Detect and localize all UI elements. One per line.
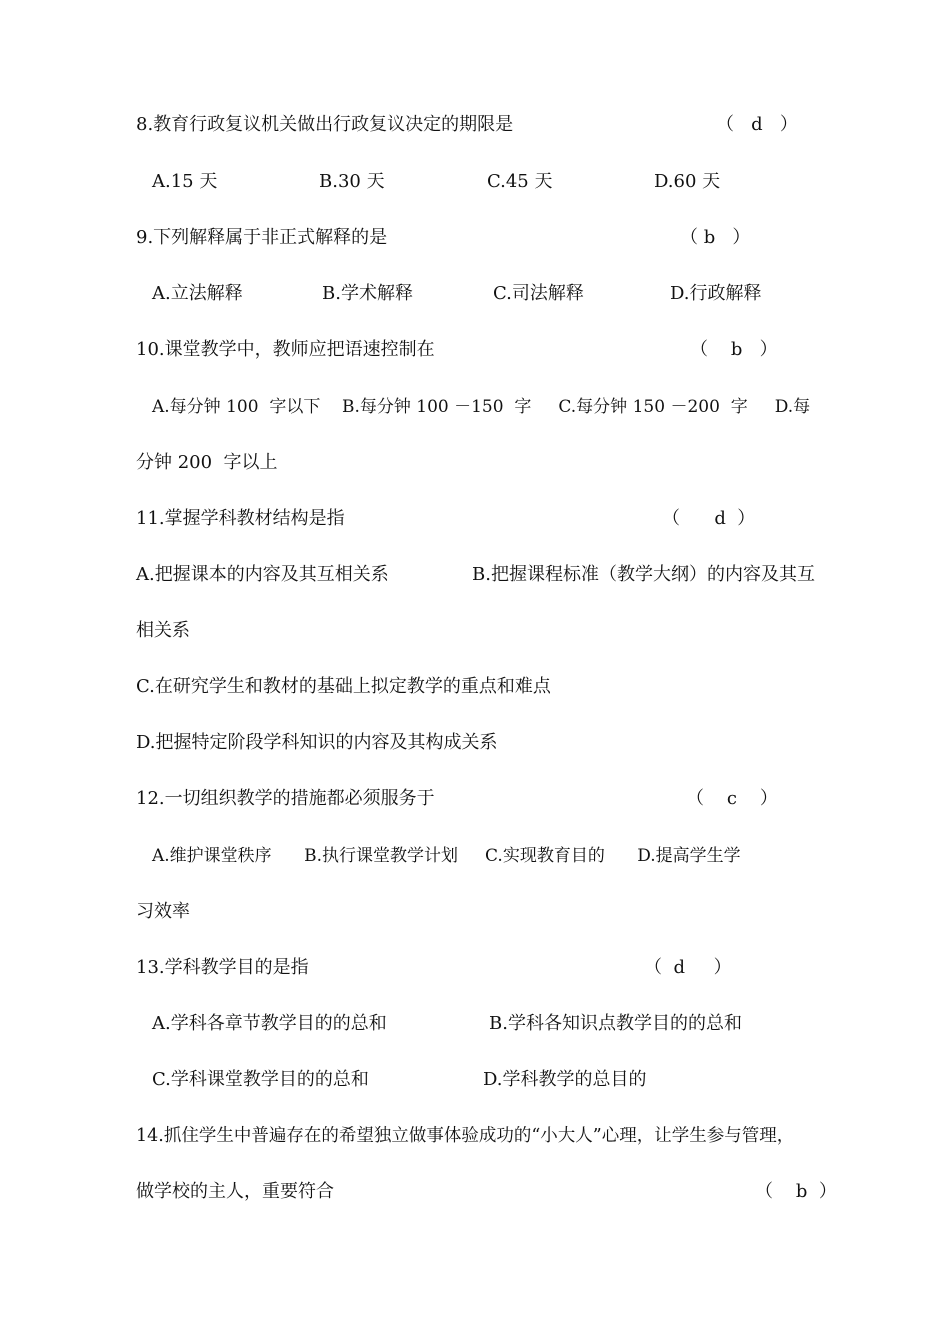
question-8-option-c: C.45 天 bbox=[487, 171, 553, 192]
question-9-option-c: C.司法解释 bbox=[493, 283, 584, 304]
question-13-answer: （ d ） bbox=[644, 957, 732, 978]
question-11-answer: （ d ） bbox=[662, 508, 756, 529]
question-11-option-a: A.把握课本的内容及其互相关系 bbox=[136, 564, 389, 585]
question-8-option-d: D.60 天 bbox=[654, 171, 721, 192]
question-11-option-d: D.把握特定阶段学科知识的内容及其构成关系 bbox=[136, 732, 498, 753]
question-11-option-b-continued: 相关系 bbox=[136, 620, 190, 641]
question-9-option-b: B.学术解释 bbox=[322, 283, 413, 304]
question-10-stem: 10.课堂教学中，教师应把语速控制在 bbox=[136, 339, 435, 360]
question-9-option-a: A.立法解释 bbox=[152, 283, 243, 304]
question-14-answer: （ b ） bbox=[755, 1181, 837, 1202]
question-9-stem: 9.下列解释属于非正式解释的是 bbox=[136, 227, 388, 248]
question-13-option-d: D.学科教学的总目的 bbox=[483, 1069, 647, 1090]
question-10-options: A.每分钟 100 字以下 B.每分钟 100 －150 字 C.每分钟 150 －200 字 D.每 bbox=[152, 397, 811, 417]
question-13-stem: 13.学科教学目的是指 bbox=[136, 957, 309, 978]
question-12-options-continued: 习效率 bbox=[136, 901, 190, 922]
question-12-answer: （ c ） bbox=[686, 788, 778, 809]
question-11-option-c: C.在研究学生和教材的基础上拟定教学的重点和难点 bbox=[136, 676, 551, 697]
question-12-stem: 12.一切组织教学的措施都必须服务于 bbox=[136, 788, 435, 809]
question-8-option-a: A.15 天 bbox=[152, 171, 218, 192]
question-11-option-b: B.把握课程标准（教学大纲）的内容及其互 bbox=[472, 564, 815, 585]
question-14-stem-continued: 做学校的主人，重要符合 bbox=[136, 1181, 334, 1202]
question-8-option-b: B.30 天 bbox=[319, 171, 385, 192]
question-8-stem: 8.教育行政复议机关做出行政复议决定的期限是 bbox=[136, 114, 514, 135]
question-10-answer: （ b ） bbox=[690, 339, 778, 360]
question-9-answer: （ b ） bbox=[680, 227, 751, 248]
question-10-options-continued: 分钟 200 字以上 bbox=[136, 452, 278, 473]
question-9-option-d: D.行政解释 bbox=[670, 283, 762, 304]
question-8-answer: （ d ） bbox=[716, 114, 798, 135]
question-14-stem: 14.抓住学生中普遍存在的希望独立做事体验成功的“小大人”心理，让学生参与管理， bbox=[136, 1126, 795, 1146]
question-11-stem: 11.掌握学科教材结构是指 bbox=[136, 508, 345, 529]
question-12-options: A.维护课堂秩序 B.执行课堂教学计划 C.实现教育目的 D.提高学生学 bbox=[152, 846, 741, 866]
question-13-option-a: A.学科各章节教学目的的总和 bbox=[152, 1013, 387, 1034]
question-13-option-b: B.学科各知识点教学目的的总和 bbox=[489, 1013, 742, 1034]
question-13-option-c: C.学科课堂教学目的的总和 bbox=[152, 1069, 369, 1090]
